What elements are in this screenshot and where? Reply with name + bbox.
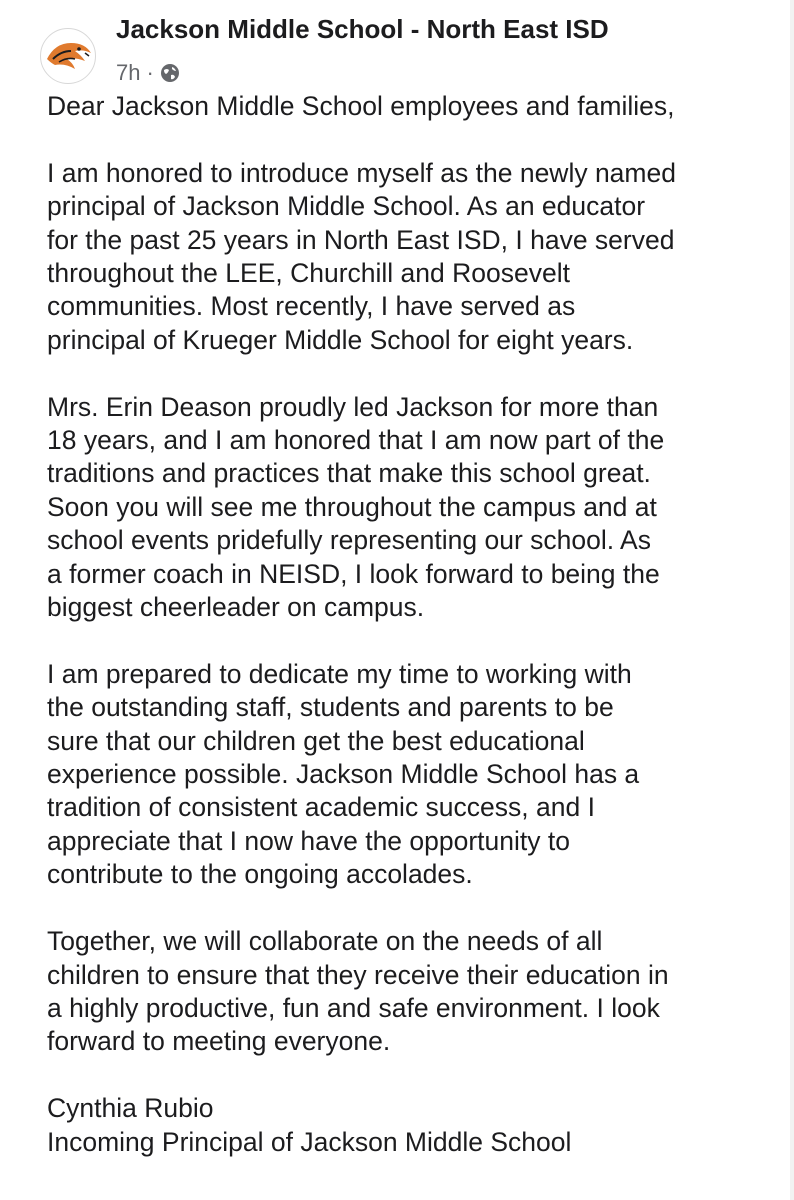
page-name[interactable]: Jackson Middle School - North East ISD (116, 14, 609, 44)
text-line: school events pridefully representing our school. As (47, 525, 651, 556)
text-line: sure that our children get the best educational (47, 725, 585, 756)
post-header (40, 8, 780, 84)
globe-icon[interactable] (160, 63, 180, 83)
signature-title: Incoming Principal of Jackson Middle School (47, 1126, 572, 1157)
text-line: principal of Jackson Middle School. As an educator (47, 191, 646, 222)
text-line: for the past 25 years in North East ISD, I have served (47, 224, 675, 255)
text-line: forward to meeting everyone. (47, 1026, 391, 1057)
text-line: tradition of consistent academic success, and I (47, 792, 595, 823)
text-line: a highly productive, fun and safe environment. I look (47, 992, 660, 1023)
text-line: principal of Krueger Middle School for eight years. (47, 324, 634, 355)
text-line: Soon you will see me throughout the campus and at (47, 491, 657, 522)
greeting: Dear Jackson Middle School employees and families, (47, 91, 675, 121)
text-line: the outstanding staff, students and parents to be (47, 692, 614, 723)
paragraph-3 (47, 658, 782, 892)
text-line: contribute to the ongoing accolades. (47, 859, 473, 890)
text-line: appreciate that I now have the opportunity to (47, 825, 570, 856)
paragraph-4 (47, 925, 782, 1059)
text-line: I am honored to introduce myself as the newly named (47, 157, 676, 188)
text-line: I am prepared to dedicate my time to working with (47, 658, 632, 689)
text-line: 18 years, and I am honored that I am now part of the (47, 425, 665, 456)
page-avatar[interactable] (40, 28, 96, 84)
paragraph-1 (47, 157, 782, 357)
text-line: a former coach in NEISD, I look forward to being the (47, 558, 660, 589)
text-line: throughout the LEE, Churchill and Roosevelt (47, 258, 570, 289)
scrollbar[interactable] (790, 0, 794, 1200)
meta-separator: · (146, 60, 154, 85)
text-line: children to ensure that they receive their education in (47, 959, 669, 990)
text-line: Together, we will collaborate on the needs of all (47, 926, 603, 957)
post-timestamp[interactable]: 7h (116, 60, 141, 85)
text-line: traditions and practices that make this school great. (47, 458, 651, 489)
text-line: Mrs. Erin Deason proudly led Jackson for more than (47, 391, 659, 422)
signature-name: Cynthia Rubio (47, 1093, 214, 1124)
text-line: biggest cheerleader on campus. (47, 592, 425, 623)
post-body (47, 90, 782, 1159)
paragraph-2 (47, 391, 782, 625)
signature (47, 1092, 782, 1159)
tiger-mascot-logo-icon (41, 29, 95, 83)
text-line: experience possible. Jackson Middle School has a (47, 759, 640, 790)
text-line: communities. Most recently, I have served as (47, 291, 576, 322)
post-meta (116, 60, 180, 86)
